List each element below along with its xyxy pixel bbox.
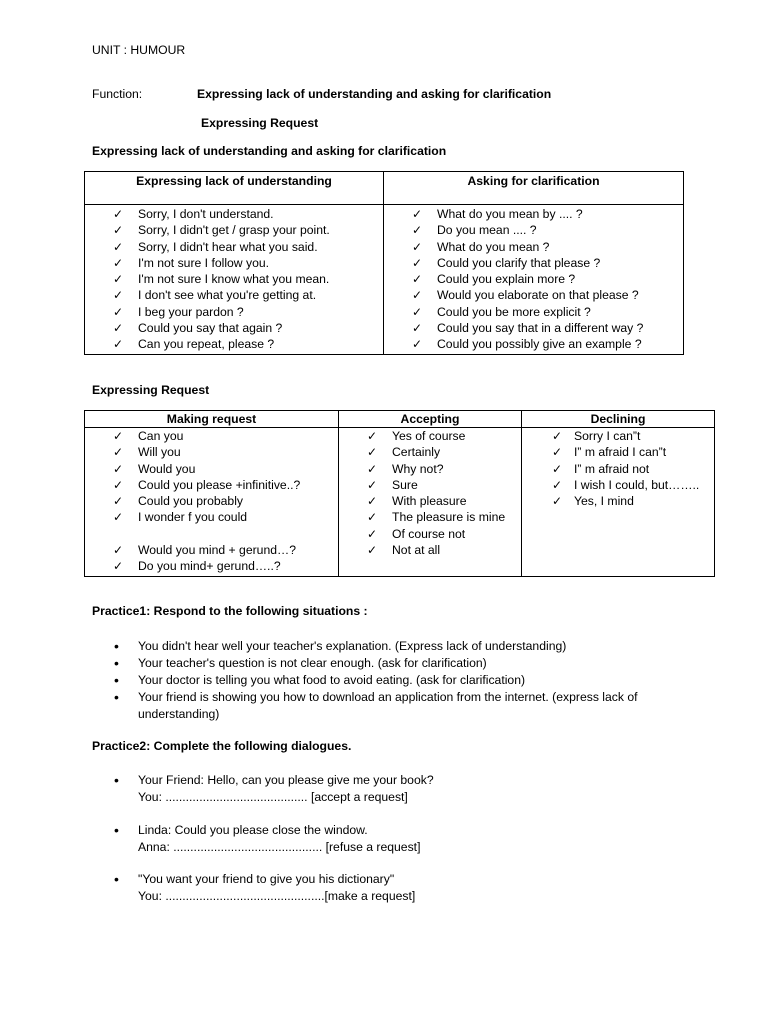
list-item: ✓ Do you mind+ gerund…..? — [85, 558, 338, 574]
function-line-1: Expressing lack of understanding and asking for clarification — [197, 87, 552, 101]
dialogue-answer: You: ...............................................[make a request] — [138, 889, 416, 903]
list-item: ✓ Not at all — [339, 542, 521, 558]
list-item: • You didn't hear well your teacher's explanation. (Express lack of understanding) — [92, 638, 692, 655]
list-item: • Your teacher's question is not clear enough. (ask for clarification) — [92, 655, 692, 672]
list-item: ✓ Can you repeat, please ? — [85, 336, 383, 352]
list-item: ✓ Would you — [85, 461, 338, 477]
making-request-cell — [85, 428, 339, 577]
dialogue-item — [92, 822, 692, 856]
list-item: ✓ Would you elaborate on that please ? — [384, 287, 683, 303]
list-item: ✓ Of course not — [339, 526, 521, 542]
practice1-title: Practice1: Respond to the following situations : — [92, 604, 368, 618]
making-request-list — [85, 428, 338, 574]
section2-title: Expressing Request — [92, 383, 210, 397]
list-item: ✓ Certainly — [339, 444, 521, 460]
list-item: ✓ Sorry, I don't understand. — [85, 206, 383, 222]
list-item: ✓ Sorry, I didn't hear what you said. — [85, 239, 383, 255]
lack-of-understanding-cell — [85, 205, 384, 355]
asking-clarification-list — [384, 206, 683, 353]
list-item: ✓ I'm not sure I follow you. — [85, 255, 383, 271]
list-item: ✓ Sorry I can”t — [522, 428, 714, 444]
dialogue-2 — [92, 822, 692, 856]
dialogue-answer: Anna: ............................................ [refuse a request] — [138, 840, 421, 854]
header-accepting: Accepting — [339, 411, 522, 428]
list-item: ✓ Could you be more explicit ? — [384, 304, 683, 320]
list-item: ✓ Could you possibly give an example ? — [384, 336, 683, 352]
list-item: ✓ With pleasure — [339, 493, 521, 509]
accepting-list — [339, 428, 521, 558]
asking-clarification-cell — [384, 205, 684, 355]
list-item: ✓ I wonder f you could — [85, 509, 338, 525]
request-table — [84, 410, 715, 577]
dialogue-3 — [92, 871, 692, 905]
list-item: ✓ Could you say that again ? — [85, 320, 383, 336]
list-item: ✓ I'm not sure I know what you mean. — [85, 271, 383, 287]
list-item: ✓ I wish I could, but…….. — [522, 477, 714, 493]
list-item: • Your doctor is telling you what food to avoid eating. (ask for clarification) — [92, 672, 692, 689]
header-asking-clarification: Asking for clarification — [384, 172, 684, 205]
list-item: ✓ Do you mean .... ? — [384, 222, 683, 238]
list-item: ✓ Why not? — [339, 461, 521, 477]
unit-title: UNIT : HUMOUR — [92, 43, 186, 57]
declining-cell — [522, 428, 715, 577]
practice2-title: Practice2: Complete the following dialogues. — [92, 739, 352, 753]
declining-list — [522, 428, 714, 509]
function-label: Function: — [92, 87, 143, 101]
dialogue-answer: You: .......................................... [accept a request] — [138, 790, 408, 804]
dialogue-line: • "You want your friend to give you his dictionary" — [138, 872, 395, 886]
list-item: ✓ The pleasure is mine — [339, 509, 521, 525]
list-item: ✓ I” m afraid not — [522, 461, 714, 477]
list-item: ✓ Yes of course — [339, 428, 521, 444]
list-item: ✓ What do you mean ? — [384, 239, 683, 255]
clarification-table — [84, 171, 684, 355]
list-item: ✓ Could you please +infinitive..? — [85, 477, 338, 493]
dialogue-item — [92, 772, 692, 806]
list-item: • Your friend is showing you how to download an application from the internet. (express lack of understanding) — [92, 689, 638, 723]
header-declining: Declining — [522, 411, 715, 428]
practice1-list — [92, 638, 692, 723]
list-item: ✓ Yes, I mind — [522, 493, 714, 509]
accepting-cell — [339, 428, 522, 577]
list-item: ✓ I beg your pardon ? — [85, 304, 383, 320]
header-lack-of-understanding: Expressing lack of understanding — [85, 172, 384, 205]
section1-title: Expressing lack of understanding and asking for clarification — [92, 144, 447, 158]
list-item: ✓ Sorry, I didn't get / grasp your point. — [85, 222, 383, 238]
dialogue-item — [92, 871, 692, 905]
header-making-request: Making request — [85, 411, 339, 428]
list-item: ✓ Would you mind + gerund…? — [85, 542, 338, 558]
list-item: ✓ What do you mean by .... ? — [384, 206, 683, 222]
list-item: ✓ Could you probably — [85, 493, 338, 509]
dialogue-1 — [92, 772, 692, 806]
dialogue-line: • Linda: Could you please close the window. — [138, 823, 368, 837]
list-item: ✓ Could you explain more ? — [384, 271, 683, 287]
list-item: ✓ I” m afraid I can”t — [522, 444, 714, 460]
dialogue-line: • Your Friend: Hello, can you please give me your book? — [138, 773, 434, 787]
list-item: ✓ Will you — [85, 444, 338, 460]
list-item: ✓ Can you — [85, 428, 338, 444]
list-item: ✓ Sure — [339, 477, 521, 493]
function-line-2: Expressing Request — [201, 116, 319, 130]
list-item: ✓ Could you say that in a different way ? — [384, 320, 683, 336]
list-item: ✓ I don't see what you're getting at. — [85, 287, 383, 303]
list-item: ✓ Could you clarify that please ? — [384, 255, 683, 271]
lack-of-understanding-list — [85, 206, 383, 353]
